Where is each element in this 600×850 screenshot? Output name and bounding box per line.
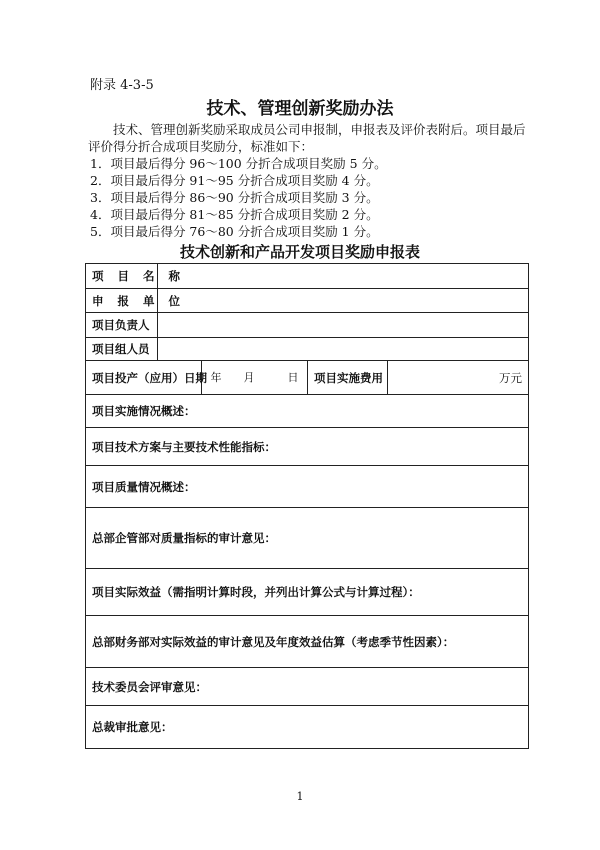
form-row-date-cost — [86, 361, 529, 395]
form-row-hq-quality — [86, 508, 529, 569]
tech-scheme-field[interactable]: 项目技术方案与主要技术性能指标： — [86, 428, 529, 466]
hq-quality-audit-field[interactable]: 总部企管部对质量指标的审计意见： — [86, 508, 529, 569]
form-row-hq-finance — [86, 616, 529, 668]
project-name-field[interactable] — [158, 264, 529, 289]
form-row-benefit — [86, 569, 529, 616]
form-title: 技术创新和产品开发项目奖励申报表 — [179, 243, 420, 261]
cost-label: 项目实施费用 — [308, 361, 388, 395]
applicant-unit-field[interactable] — [158, 289, 529, 313]
appendix-label: 附录 4-3-5 — [90, 78, 154, 93]
form-row-project-members — [86, 338, 529, 361]
project-leader-field[interactable] — [158, 313, 529, 338]
actual-benefit-field[interactable]: 项目实际效益（需指明计算时段，并列出计算公式与计算过程）： — [86, 569, 529, 616]
president-approval-field[interactable]: 总裁审批意见： — [86, 706, 529, 749]
form-row-tech-committee — [86, 668, 529, 706]
intro-paragraph: 技术、管理创新奖励采取成员公司申报制，申报表及评价表附后。项目最后评价得分折合成项目奖励分，标准如下： — [88, 122, 526, 154]
form-row-president — [86, 706, 529, 749]
page-number: 1 — [296, 790, 304, 803]
form-row-tech-scheme — [86, 428, 529, 466]
rule-item: 2．项目最后得分 91～95 分折合成项目奖励 4 分。 — [90, 173, 379, 188]
cost-field[interactable]: 万元 — [388, 361, 529, 395]
project-leader-label: 项目负责人 — [86, 313, 158, 338]
launch-date-label: 项目投产（应用）日期 — [86, 361, 202, 395]
implementation-overview-field[interactable]: 项目实施情况概述： — [86, 395, 529, 428]
form-row-project-leader — [86, 313, 529, 338]
project-name-label: 项 目 名 称 — [86, 264, 158, 289]
form-row-project-name — [86, 264, 529, 289]
form-row-implementation — [86, 395, 529, 428]
launch-date-field[interactable]: 年 月 日 — [202, 361, 308, 395]
rule-item: 3．项目最后得分 86～90 分折合成项目奖励 3 分。 — [90, 190, 379, 205]
application-form — [85, 263, 529, 749]
tech-committee-opinion-field[interactable]: 技术委员会评审意见： — [86, 668, 529, 706]
rule-item: 4．项目最后得分 81～85 分折合成项目奖励 2 分。 — [90, 207, 379, 222]
applicant-unit-label: 申 报 单 位 — [86, 289, 158, 313]
hq-finance-audit-field[interactable]: 总部财务部对实际效益的审计意见及年度效益估算（考虑季节性因素）： — [86, 616, 529, 668]
quality-overview-field[interactable]: 项目质量情况概述： — [86, 466, 529, 508]
project-members-field[interactable] — [158, 338, 529, 361]
project-members-label: 项目组人员 — [86, 338, 158, 361]
rule-item: 5．项目最后得分 76～80 分折合成项目奖励 1 分。 — [90, 224, 379, 239]
rule-item: 1．项目最后得分 96～100 分折合成项目奖励 5 分。 — [90, 156, 387, 171]
form-row-quality — [86, 466, 529, 508]
rules-list — [90, 155, 387, 240]
document-title: 技术、管理创新奖励办法 — [206, 99, 394, 119]
form-row-applicant-unit — [86, 289, 529, 313]
